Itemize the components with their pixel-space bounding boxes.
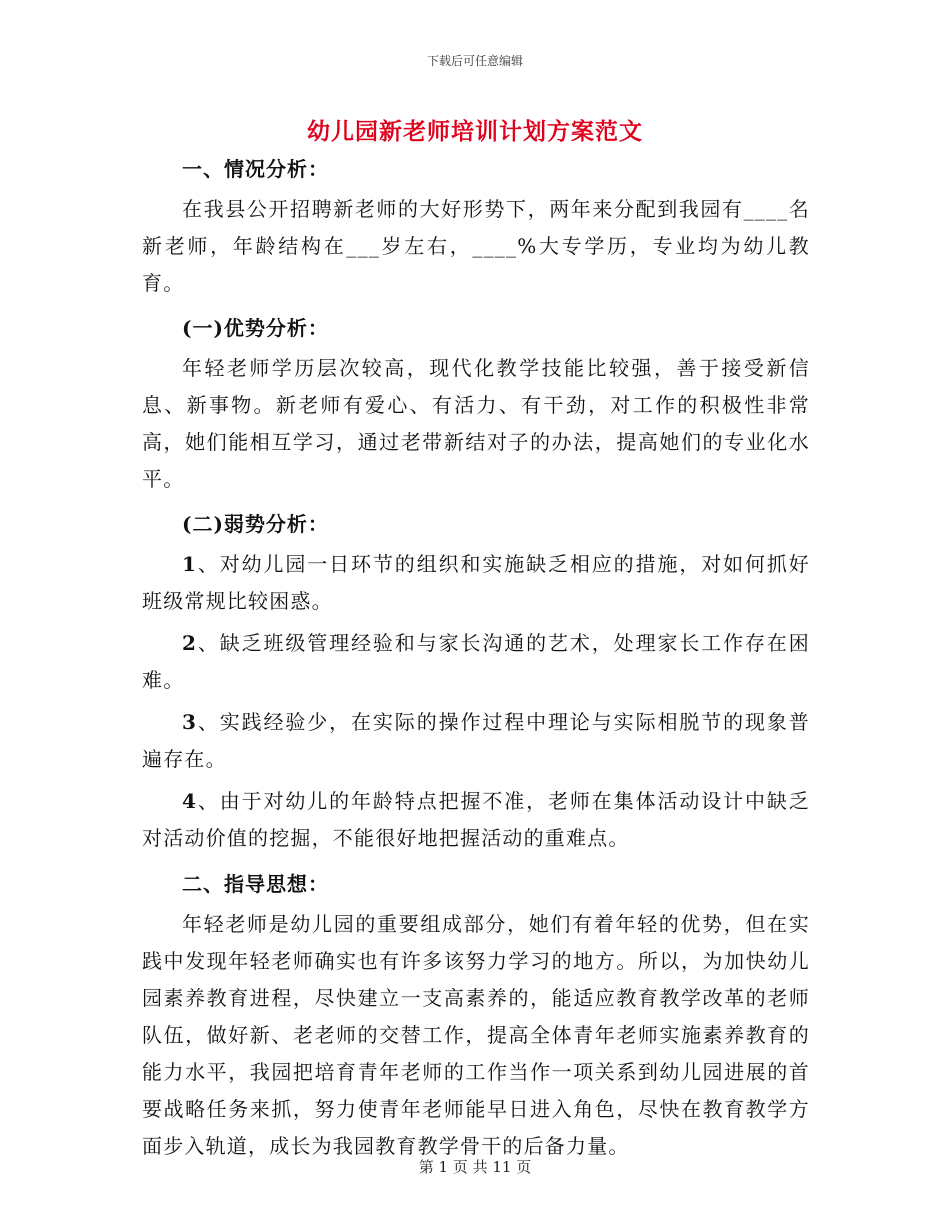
section-heading-weaknesses: (二)弱势分析：: [182, 512, 329, 536]
list-item-weakness-4: [142, 783, 810, 862]
list-item-number: 2: [182, 631, 198, 655]
list-item-text: 、由于对幼儿的年龄特点把握不准，老师在集体活动设计中缺乏对活动价值的挖掘，不能很好地把握活动的重难点。: [142, 789, 810, 850]
list-item-text: 、对幼儿园一日环节的组织和实施缺乏相应的措施，对如何抓好班级常规比较困惑。: [142, 552, 810, 613]
paragraph-situation: 在我县公开招聘新老师的大好形势下，两年来分配到我园有____名新老师，年龄结构在___岁左右，____%大专学历，专业均为幼儿教育。: [142, 197, 810, 295]
header-note: 下载后可任意编辑: [426, 54, 523, 68]
list-item-weakness-1: [142, 546, 810, 625]
section-heading-guidance: 二、指导思想：: [182, 872, 329, 896]
list-item-weakness-3: [142, 704, 810, 783]
list-item-number: 3: [182, 710, 198, 734]
section-heading-situation: 一、情况分析：: [182, 157, 329, 181]
list-item-number: 1: [182, 552, 198, 576]
list-item-weakness-2: [142, 625, 810, 704]
document-body: [142, 147, 810, 1165]
page-footer: 第 1 页 共 11 页: [418, 1158, 532, 1176]
list-item-number: 4: [182, 789, 198, 813]
document-title: 幼儿园新老师培训计划方案范文: [307, 118, 643, 145]
list-item-text: 、缺乏班级管理经验和与家长沟通的艺术，处理家长工作存在困难。: [142, 631, 810, 692]
section-heading-strengths: (一)优势分析：: [182, 316, 329, 340]
paragraph-strengths: 年轻老师学历层次较高，现代化教学技能比较强，善于接受新信息、新事物。新老师有爱心、有活力、有干劲，对工作的积极性非常高，她们能相互学习，通过老带新结对子的办法，提高她们的专业化水平。: [142, 356, 810, 491]
paragraph-guidance: 年轻老师是幼儿园的重要组成部分，她们有着年轻的优势，但在实践中发现年轻老师确实也有许多该努力学习的地方。所以，为加快幼儿园素养教育进程，尽快建立一支高素养的，能适应教育教学改革的老师队伍，做好新、老老师的交替工作，提高全体青年老师实施素养教育的能力水平，我园把培育青年老师的工作当作一项关系到幼儿园进展的首要战略任务来抓，努力使青年老师能早日进入角色，尽快在教育教学方面步入轨道，成长为我园教育教学骨干的后备力量。: [142, 912, 810, 1158]
list-item-text: 、实践经验少，在实际的操作过程中理论与实际相脱节的现象普遍存在。: [142, 710, 810, 771]
